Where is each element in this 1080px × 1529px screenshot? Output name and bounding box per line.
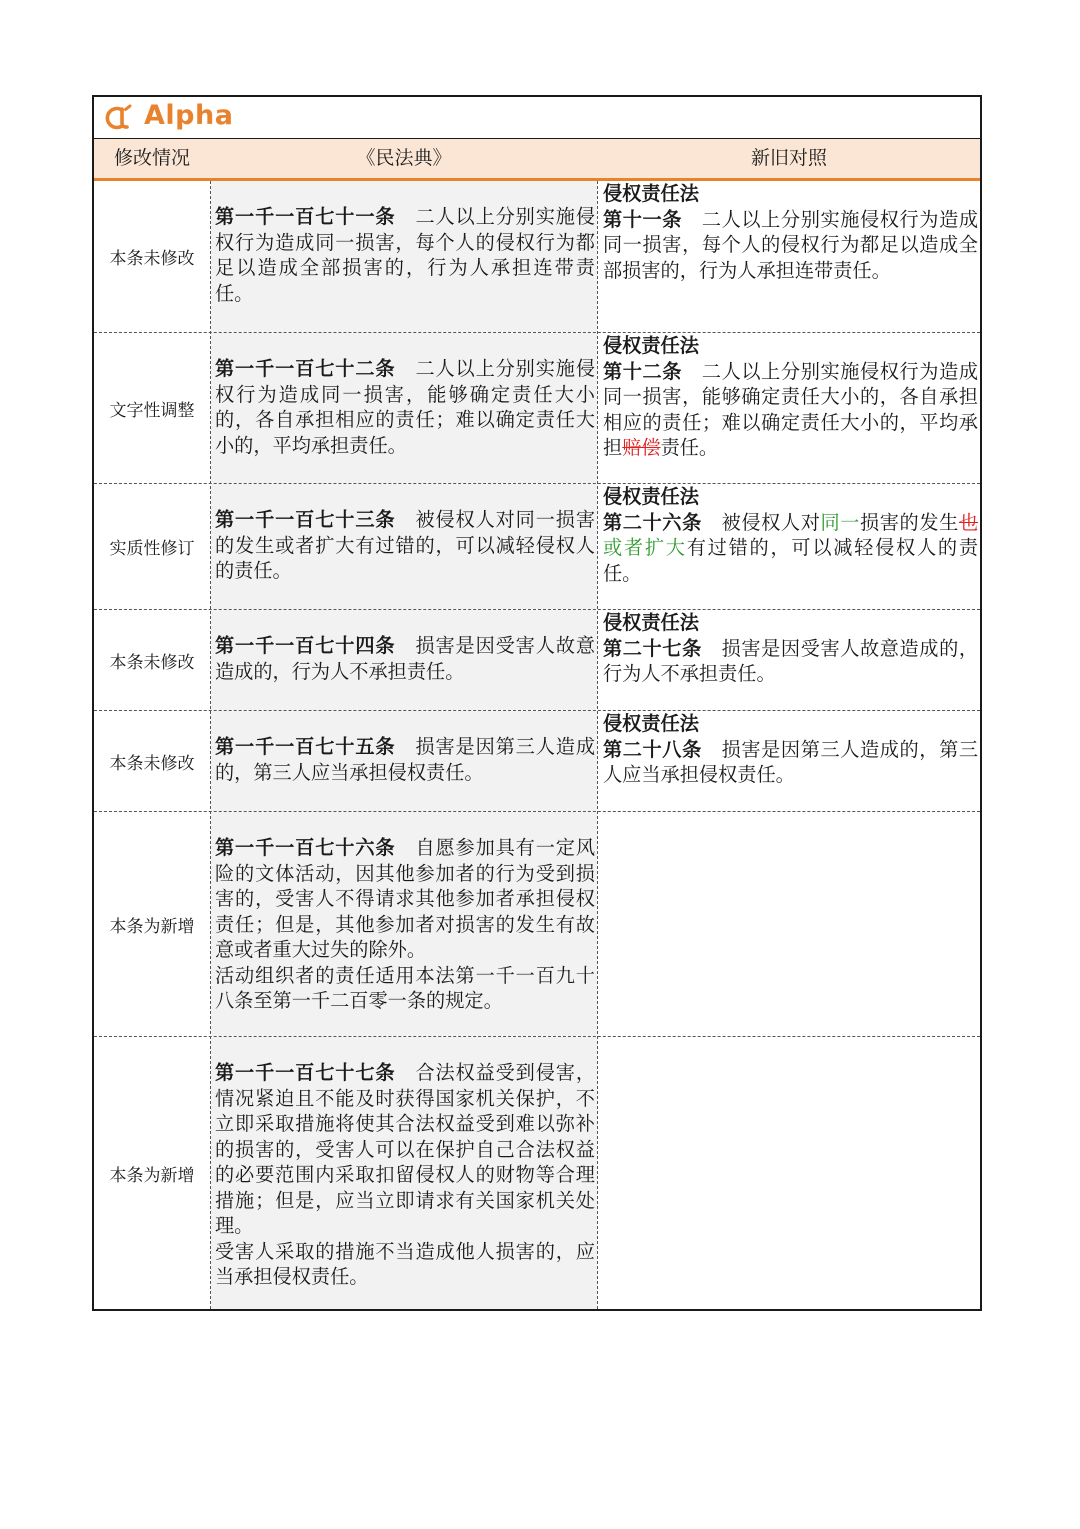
old-law-cell-empty [599,812,980,1036]
table-row [94,711,980,811]
brand-name: Alpha [144,100,234,131]
article-number: 第一千一百七十一条 [215,205,396,228]
comparison-table [92,95,982,1311]
old-text-segment: 责任。 [660,436,719,459]
old-text-segment: 被侵权人对 [721,510,821,534]
civil-code-cell [211,181,597,332]
old-text-segment: 有过错的，可以减轻侵权人的责任。 [603,536,979,585]
table-row [94,181,980,332]
article-text: 二人以上分别实施侵权行为造成同一损害，每个人的侵权行为都足以造成全部损害的，行为人承担连带责任。 [215,205,596,305]
civil-code-cell [211,1037,597,1309]
table-row [94,812,980,1036]
civil-code-cell [211,610,597,710]
brand-bar [94,97,980,139]
article-number: 第一千一百七十六条 [215,836,396,859]
table-row [94,1037,980,1309]
article-number: 第一千一百七十五条 [215,735,396,758]
civil-code-cell [211,484,597,609]
old-text-segment: 损害是因受害人故意造成的，行为人不承担责任。 [603,636,979,685]
article-text: 损害是因第三人造成的，第三人应当承担侵权责任。 [215,735,596,784]
table-row [94,610,980,710]
old-article-number: 第二十八条 [603,737,702,761]
old-law-name: 侵权责任法 [603,712,699,735]
column-divider [210,181,211,1309]
article-number: 第一千一百七十四条 [215,634,396,657]
article-text: 损害是因受害人故意造成的，行为人不承担责任。 [215,634,596,683]
old-law-cell-empty [599,1037,980,1309]
status-cell: 文字性调整 [109,400,195,421]
status-cell: 本条为新增 [109,1165,195,1186]
deleted-text: 也 [958,510,979,534]
civil-code-cell [211,333,597,483]
deleted-text: 赔偿 [622,436,661,459]
status-cell: 本条未修改 [109,652,195,673]
old-article-number: 第十二条 [603,359,683,383]
table-header [94,139,980,181]
old-text-segment: 损害是因第三人造成的，第三人应当承担侵权责任。 [603,737,979,786]
old-law-cell [599,484,980,609]
header-comparison: 新旧对照 [750,147,827,169]
old-text-segment: 二人以上分别实施侵权行为造成同一损害，能够确定责任大小的，各自承担相应的责任；难以确定责任大小的，平均承担 [603,359,979,459]
old-article-number: 第二十七条 [603,636,702,660]
article-number: 第一千一百七十三条 [215,508,396,531]
civil-code-cell [211,711,597,811]
civil-code-cell [211,812,597,1036]
status-cell: 本条未修改 [109,753,195,774]
table-row [94,484,980,609]
article-text: 二人以上分别实施侵权行为造成同一损害，能够确定责任大小的，各自承担相应的责任；难以确定责任大小的，平均承担责任。 [215,357,596,457]
old-article-number: 第十一条 [603,207,683,231]
column-divider [597,181,598,1309]
article-paragraph-2: 活动组织者的责任适用本法第一千一百九十八条至第一千二百零一条的规定。 [215,963,595,1012]
article-number: 第一千一百七十七条 [215,1061,396,1084]
table-row [94,333,980,483]
article-text: 被侵权人对同一损害的发生或者扩大有过错的，可以减轻侵权人的责任。 [215,508,596,582]
article-text: 自愿参加具有一定风险的文体活动，因其他参加者的行为受到损害的，受害人不得请求其他参加者承担侵权责任；但是，其他参加者对损害的发生有故意或者重大过失的除外。 [215,836,596,961]
status-cell: 本条为新增 [109,916,195,937]
old-law-name: 侵权责任法 [603,485,699,508]
status-cell: 本条未修改 [109,249,195,269]
old-law-name: 侵权责任法 [603,182,699,205]
old-text-segment: 二人以上分别实施侵权行为造成同一损害，每个人的侵权行为都足以造成全部损害的，行为人承担连带责任。 [603,207,979,282]
old-article-number: 第二十六条 [603,510,702,534]
old-law-cell [599,610,980,710]
old-law-cell [599,333,980,483]
old-law-name: 侵权责任法 [603,334,699,357]
alpha-logo-icon [102,103,134,133]
article-paragraph-2: 受害人采取的措施不当造成他人损害的，应当承担侵权责任。 [215,1239,595,1288]
old-law-cell [599,711,980,811]
header-status: 修改情况 [113,147,190,169]
old-law-cell [599,181,980,332]
status-cell: 实质性修订 [109,539,195,559]
inserted-text: 同一 [820,510,861,534]
article-number: 第一千一百七十二条 [215,357,396,380]
article-text: 合法权益受到侵害，情况紧迫且不能及时获得国家机关保护，不立即采取措施将使其合法权益受到难以弥补的损害的，受害人可以在保护自己合法权益的必要范围内采取扣留侵权人的财物等合理措施；但是，应当立即请求有关国家机关处理。 [215,1061,596,1237]
old-text-segment: 损害的发生 [860,510,959,534]
header-civil-code: 《民法典》 [356,147,452,169]
inserted-text: 或者扩大 [603,536,687,559]
old-law-name: 侵权责任法 [603,611,699,634]
